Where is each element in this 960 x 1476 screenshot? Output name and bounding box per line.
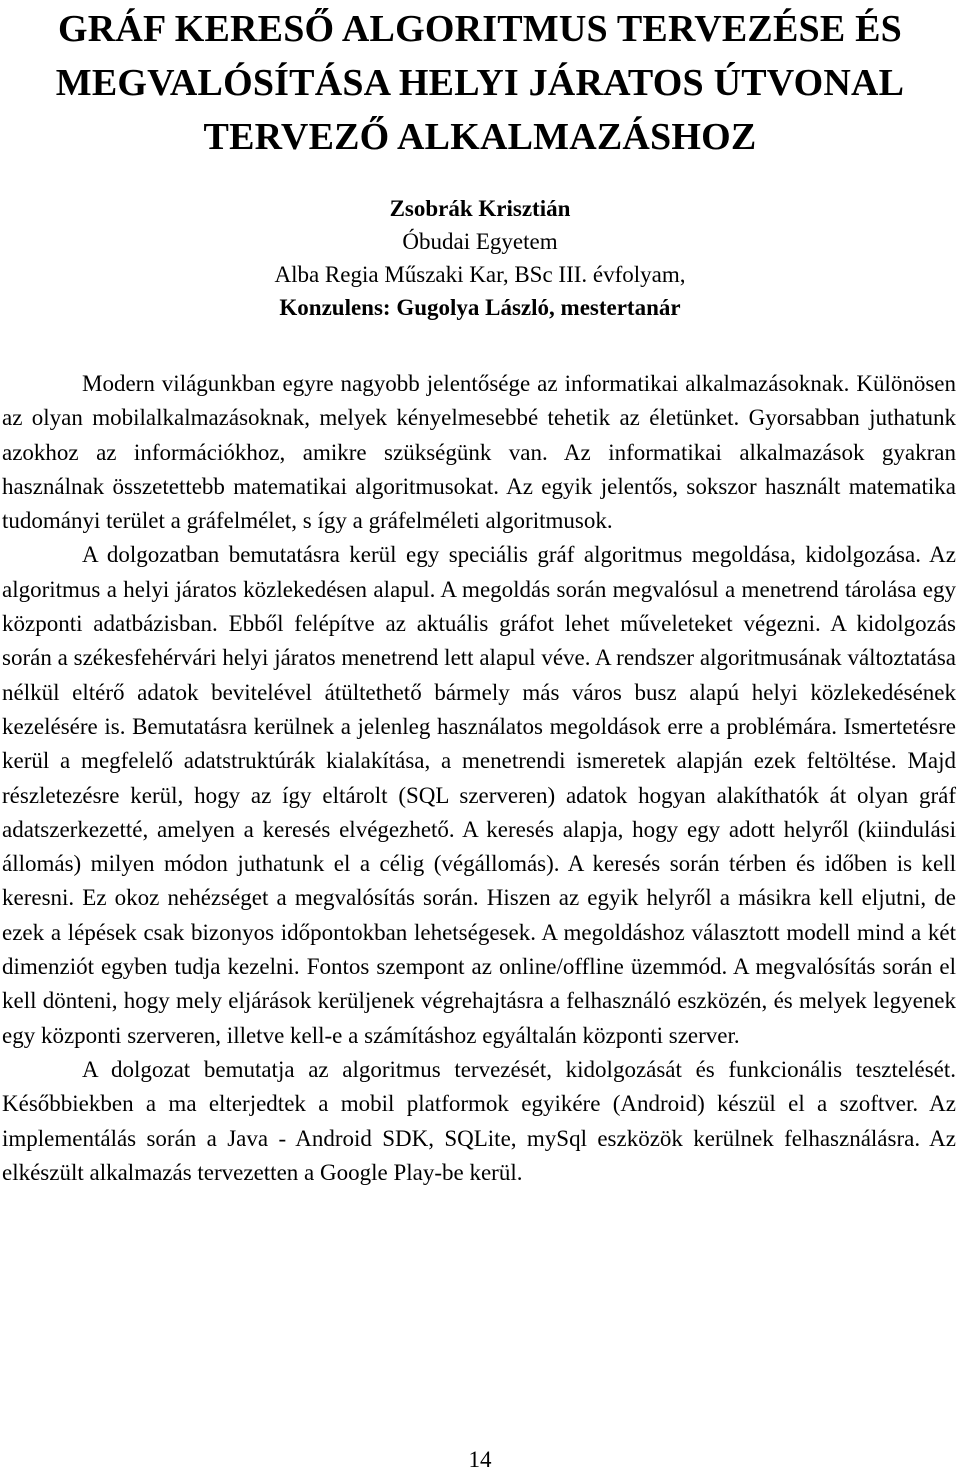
title-line-3: TERVEZŐ ALKALMAZÁSHOZ bbox=[203, 116, 757, 158]
paper-title bbox=[0, 2, 960, 164]
abstract bbox=[2, 367, 956, 1190]
author-block bbox=[0, 192, 960, 324]
author-faculty: Alba Regia Műszaki Kar, BSc III. évfolyam, bbox=[274, 262, 686, 287]
page-number: 14 bbox=[468, 1447, 492, 1472]
author-consultant: Konzulens: Gugolya László, mestertanár bbox=[279, 295, 681, 320]
abstract-paragraph-1: Modern világunkban egyre nagyobb jelentősége az informatikai alkalmazásoknak. Különösen az olyan mobilalkalmazásoknak, melyek kényelmesebbé tehetik az életünket. Gyorsabban juthatunk azokhoz az információkhoz, amikre szükségünk van. Az informatikai alkalmazások gyakran használnak összetettebb matematikai algoritmusokat. Az egyik jelentős, sokszor használt matematika tudományi terület a gráfelmélet, s így a gráfelméleti algoritmusok. bbox=[2, 371, 956, 534]
title-line-1: GRÁF KERESŐ ALGORITMUS TERVEZÉSE ÉS bbox=[57, 8, 902, 50]
author-name: Zsobrák Krisztián bbox=[389, 196, 571, 221]
abstract-paragraph-3: A dolgozat bemutatja az algoritmus tervezését, kidolgozását és funkcionális tesztelését. Későbbiekben a ma elterjedtek a mobil platformok egyikére (Android) készül el a szoftver. Az implementálás során a Java - Android SDK, SQLite, mySql eszközök kerülnek felhasználásra. Az elkészült alkalmazás tervezetten a Google Play-be kerül. bbox=[2, 1056, 956, 1185]
author-university: Óbudai Egyetem bbox=[402, 229, 558, 254]
abstract-paragraph-2: A dolgozatban bemutatásra kerül egy speciális gráf algoritmus megoldása, kidolgozása. Az algoritmus a helyi járatos közlekedésen alapul. A megoldás során megvalósul a menetrend tárolása egy központi adatbázisban. Ebből felépítve az aktuális gráfot lehet műveleteket végezni. A kidolgozás során a székesfehérvári helyi járatos menetrend lett alapul véve. A rendszer algoritmusának változtatása nélkül eltérő adatok bevitelével átültethető bármely más város busz alapú helyi közlekedésének kezelésére is. Bemutatásra kerülnek a jelenleg használatos megoldások erre a problémára. Ismertetésre kerül a megfelelő adatstruktúrák kialakítása, a menetrendi ismeretek alapján ezek feltöltése. Majd részletezésre kerül, hogy az így eltárolt (SQL szerveren) adatok hogyan alakíthatók át olyan gráf adatszerkezetté, amelyen a keresés elvégezhető. A keresés alapja, hogy egy adott helyről (kiindulási állomás) milyen módon juthatunk el a célig (végállomás). A keresés során térben és időben is kell keresni. Ez okoz nehézséget a megvalósítás során. Hiszen az egyik helyről a másikra kell eljutni, de ezek a lépések csak bizonyos időpontokban lehetségesek. A megoldáshoz választott modell mind a két dimenziót egyben tudja kezelni. Fontos szempont az online/offline üzemmód. A megvalósítás során el kell dönteni, hogy mely eljárások kerüljenek végrehajtásra a felhasználó eszközén, és melyek legyenek egy központi szerveren, illetve kell-e a számításhoz egyáltalán központi szerver. bbox=[2, 542, 956, 1048]
title-line-2: MEGVALÓSÍTÁSA HELYI JÁRATOS ÚTVONAL bbox=[55, 62, 905, 104]
